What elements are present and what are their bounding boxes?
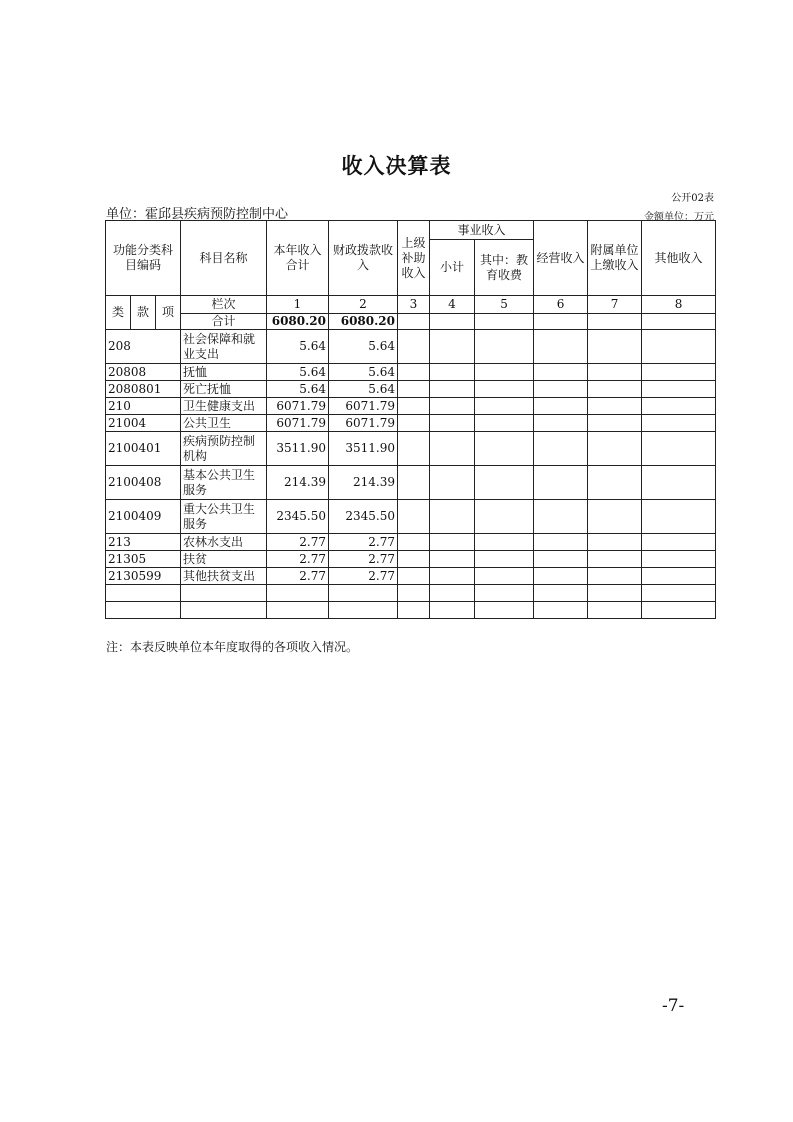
row-empty-cell [588, 585, 642, 602]
row-empty-cell [642, 534, 716, 551]
row-empty-cell [475, 534, 534, 551]
row-empty-cell [534, 568, 588, 585]
row-total-income: 2.77 [267, 534, 329, 551]
row-empty-cell [475, 415, 534, 432]
header-total-income: 本年收入合计 [267, 221, 329, 296]
row-empty-cell [475, 330, 534, 364]
row-empty-cell [588, 330, 642, 364]
row-empty-cell [642, 551, 716, 568]
table-row [106, 364, 716, 381]
row-empty-cell [430, 602, 475, 619]
row-total-income: 5.64 [267, 381, 329, 398]
total-income-value: 6080.20 [267, 314, 329, 330]
row-total-income: 2345.50 [267, 500, 329, 534]
row-empty-cell [534, 551, 588, 568]
row-empty-cell [398, 551, 430, 568]
row-subject-name: 其他扶贫支出 [181, 568, 267, 585]
row-empty-cell [475, 500, 534, 534]
row-total-income: 214.39 [267, 466, 329, 500]
row-empty-cell [475, 398, 534, 415]
table-row [106, 551, 716, 568]
row-empty-cell [642, 415, 716, 432]
row-empty-cell [475, 585, 534, 602]
income-table [105, 220, 716, 619]
col-num-5: 5 [475, 296, 534, 314]
row-empty-cell [642, 381, 716, 398]
table-note: 注：本表反映单位本年度取得的各项收入情况。 [106, 640, 359, 654]
row-empty-cell [475, 602, 534, 619]
row-empty-cell [106, 602, 181, 619]
header-kuan: 款 [131, 296, 156, 330]
row-empty-cell [475, 466, 534, 500]
row-empty-cell [534, 534, 588, 551]
row-empty-cell [534, 330, 588, 364]
row-empty-cell [642, 466, 716, 500]
row-empty-cell [430, 551, 475, 568]
row-empty-cell [534, 500, 588, 534]
row-total-income: 5.64 [267, 330, 329, 364]
row-empty-cell [398, 415, 430, 432]
row-code: 2100408 [106, 466, 181, 500]
row-empty-cell [534, 381, 588, 398]
table-row [106, 432, 716, 466]
row-code: 208 [106, 330, 181, 364]
header-xiang: 项 [156, 296, 181, 330]
col-num-7: 7 [588, 296, 642, 314]
col-num-4: 4 [430, 296, 475, 314]
empty-row [106, 602, 716, 619]
row-empty-cell [398, 398, 430, 415]
row-subject-name: 疾病预防控制机构 [181, 432, 267, 466]
row-empty-cell [430, 568, 475, 585]
row-empty-cell [398, 381, 430, 398]
row-empty-cell [181, 585, 267, 602]
row-empty-cell [398, 432, 430, 466]
col-num-3: 3 [398, 296, 430, 314]
row-fiscal: 5.64 [329, 330, 398, 364]
row-empty-cell [430, 500, 475, 534]
row-subject-name: 扶贫 [181, 551, 267, 568]
col-num-1: 1 [267, 296, 329, 314]
total-fiscal-value: 6080.20 [329, 314, 398, 330]
row-empty-cell [398, 534, 430, 551]
row-empty-cell [588, 398, 642, 415]
row-empty-cell [588, 500, 642, 534]
row-fiscal: 2.77 [329, 551, 398, 568]
header-career-income: 事业收入 [430, 221, 534, 240]
row-empty-cell [398, 602, 430, 619]
row-empty-cell [398, 500, 430, 534]
row-empty-cell [398, 568, 430, 585]
row-code: 21305 [106, 551, 181, 568]
row-subject-name: 死亡抚恤 [181, 381, 267, 398]
row-empty-cell [267, 602, 329, 619]
row-empty-cell [430, 415, 475, 432]
row-empty-cell [181, 602, 267, 619]
row-fiscal: 6071.79 [329, 398, 398, 415]
row-empty-cell [267, 585, 329, 602]
row-total-income: 6071.79 [267, 415, 329, 432]
row-empty-cell [642, 500, 716, 534]
header-subtotal: 小计 [430, 240, 475, 296]
row-code: 210 [106, 398, 181, 415]
form-number: 公开02表 [671, 193, 714, 204]
row-empty-cell [642, 602, 716, 619]
row-fiscal: 5.64 [329, 381, 398, 398]
row-empty-cell [534, 415, 588, 432]
header-func-code: 功能分类科目编码 [106, 221, 181, 296]
row-fiscal: 214.39 [329, 466, 398, 500]
row-code: 2130599 [106, 568, 181, 585]
table-header [106, 221, 716, 330]
table-row [106, 500, 716, 534]
header-column-seq: 栏次 [181, 296, 267, 314]
row-empty-cell [430, 432, 475, 466]
amount-unit-label: 金额单位：万元 [644, 212, 714, 223]
row-empty-cell [642, 585, 716, 602]
row-empty-cell [642, 330, 716, 364]
row-fiscal: 6071.79 [329, 415, 398, 432]
row-empty-cell [398, 585, 430, 602]
row-empty-cell [398, 364, 430, 381]
row-empty-cell [430, 466, 475, 500]
table-row [106, 534, 716, 551]
row-empty-cell [475, 364, 534, 381]
table-row [106, 466, 716, 500]
row-empty-cell [588, 602, 642, 619]
header-other: 其他收入 [642, 221, 716, 296]
row-subject-name: 抚恤 [181, 364, 267, 381]
row-empty-cell [642, 568, 716, 585]
col-num-2: 2 [329, 296, 398, 314]
row-total-income: 5.64 [267, 364, 329, 381]
row-empty-cell [106, 585, 181, 602]
row-empty-cell [475, 432, 534, 466]
total-label: 合计 [181, 314, 267, 330]
row-empty-cell [534, 398, 588, 415]
row-total-income: 6071.79 [267, 398, 329, 415]
table-row [106, 381, 716, 398]
header-affiliated: 附属单位上缴收入 [588, 221, 642, 296]
row-empty-cell [588, 534, 642, 551]
row-fiscal: 2345.50 [329, 500, 398, 534]
row-code: 213 [106, 534, 181, 551]
row-empty-cell [642, 364, 716, 381]
row-empty-cell [475, 551, 534, 568]
row-empty-cell [534, 432, 588, 466]
row-fiscal: 2.77 [329, 534, 398, 551]
table-row [106, 568, 716, 585]
header-lei: 类 [106, 296, 131, 330]
row-fiscal: 2.77 [329, 568, 398, 585]
row-empty-cell [642, 398, 716, 415]
row-empty-cell [430, 381, 475, 398]
row-fiscal: 5.64 [329, 364, 398, 381]
row-empty-cell [430, 585, 475, 602]
row-code: 2100401 [106, 432, 181, 466]
row-empty-cell [430, 534, 475, 551]
table-row [106, 330, 716, 364]
row-subject-name: 农林水支出 [181, 534, 267, 551]
header-subject-name: 科目名称 [181, 221, 267, 296]
row-empty-cell [534, 466, 588, 500]
table-body [106, 330, 716, 619]
unit-label: 单位：霍邱县疾病预防控制中心 [106, 207, 289, 222]
page-number: -7- [662, 996, 685, 1016]
row-code: 20808 [106, 364, 181, 381]
row-subject-name: 基本公共卫生服务 [181, 466, 267, 500]
header-superior: 上级补助收入 [398, 221, 430, 296]
row-empty-cell [588, 551, 642, 568]
row-total-income: 2.77 [267, 568, 329, 585]
row-code: 2100409 [106, 500, 181, 534]
row-empty-cell [398, 466, 430, 500]
row-empty-cell [475, 381, 534, 398]
table-row [106, 415, 716, 432]
row-empty-cell [588, 381, 642, 398]
row-subject-name: 社会保障和就业支出 [181, 330, 267, 364]
header-edu-fee: 其中：教育收费 [475, 240, 534, 296]
row-empty-cell [588, 432, 642, 466]
row-empty-cell [329, 602, 398, 619]
document-title: 收入决算表 [341, 154, 452, 178]
row-subject-name: 卫生健康支出 [181, 398, 267, 415]
row-empty-cell [534, 602, 588, 619]
row-code: 21004 [106, 415, 181, 432]
row-empty-cell [588, 568, 642, 585]
table-row [106, 398, 716, 415]
row-empty-cell [430, 398, 475, 415]
empty-row [106, 585, 716, 602]
row-empty-cell [588, 364, 642, 381]
row-subject-name: 重大公共卫生服务 [181, 500, 267, 534]
row-empty-cell [329, 585, 398, 602]
row-empty-cell [534, 585, 588, 602]
header-fiscal: 财政拨款收入 [329, 221, 398, 296]
col-num-6: 6 [534, 296, 588, 314]
row-empty-cell [588, 415, 642, 432]
total-row [106, 314, 716, 330]
row-empty-cell [588, 466, 642, 500]
row-empty-cell [534, 364, 588, 381]
row-total-income: 3511.90 [267, 432, 329, 466]
header-operating: 经营收入 [534, 221, 588, 296]
col-num-8: 8 [642, 296, 716, 314]
row-total-income: 2.77 [267, 551, 329, 568]
row-fiscal: 3511.90 [329, 432, 398, 466]
row-empty-cell [430, 364, 475, 381]
row-subject-name: 公共卫生 [181, 415, 267, 432]
row-empty-cell [475, 568, 534, 585]
row-code: 2080801 [106, 381, 181, 398]
row-empty-cell [430, 330, 475, 364]
row-empty-cell [642, 432, 716, 466]
row-empty-cell [398, 330, 430, 364]
